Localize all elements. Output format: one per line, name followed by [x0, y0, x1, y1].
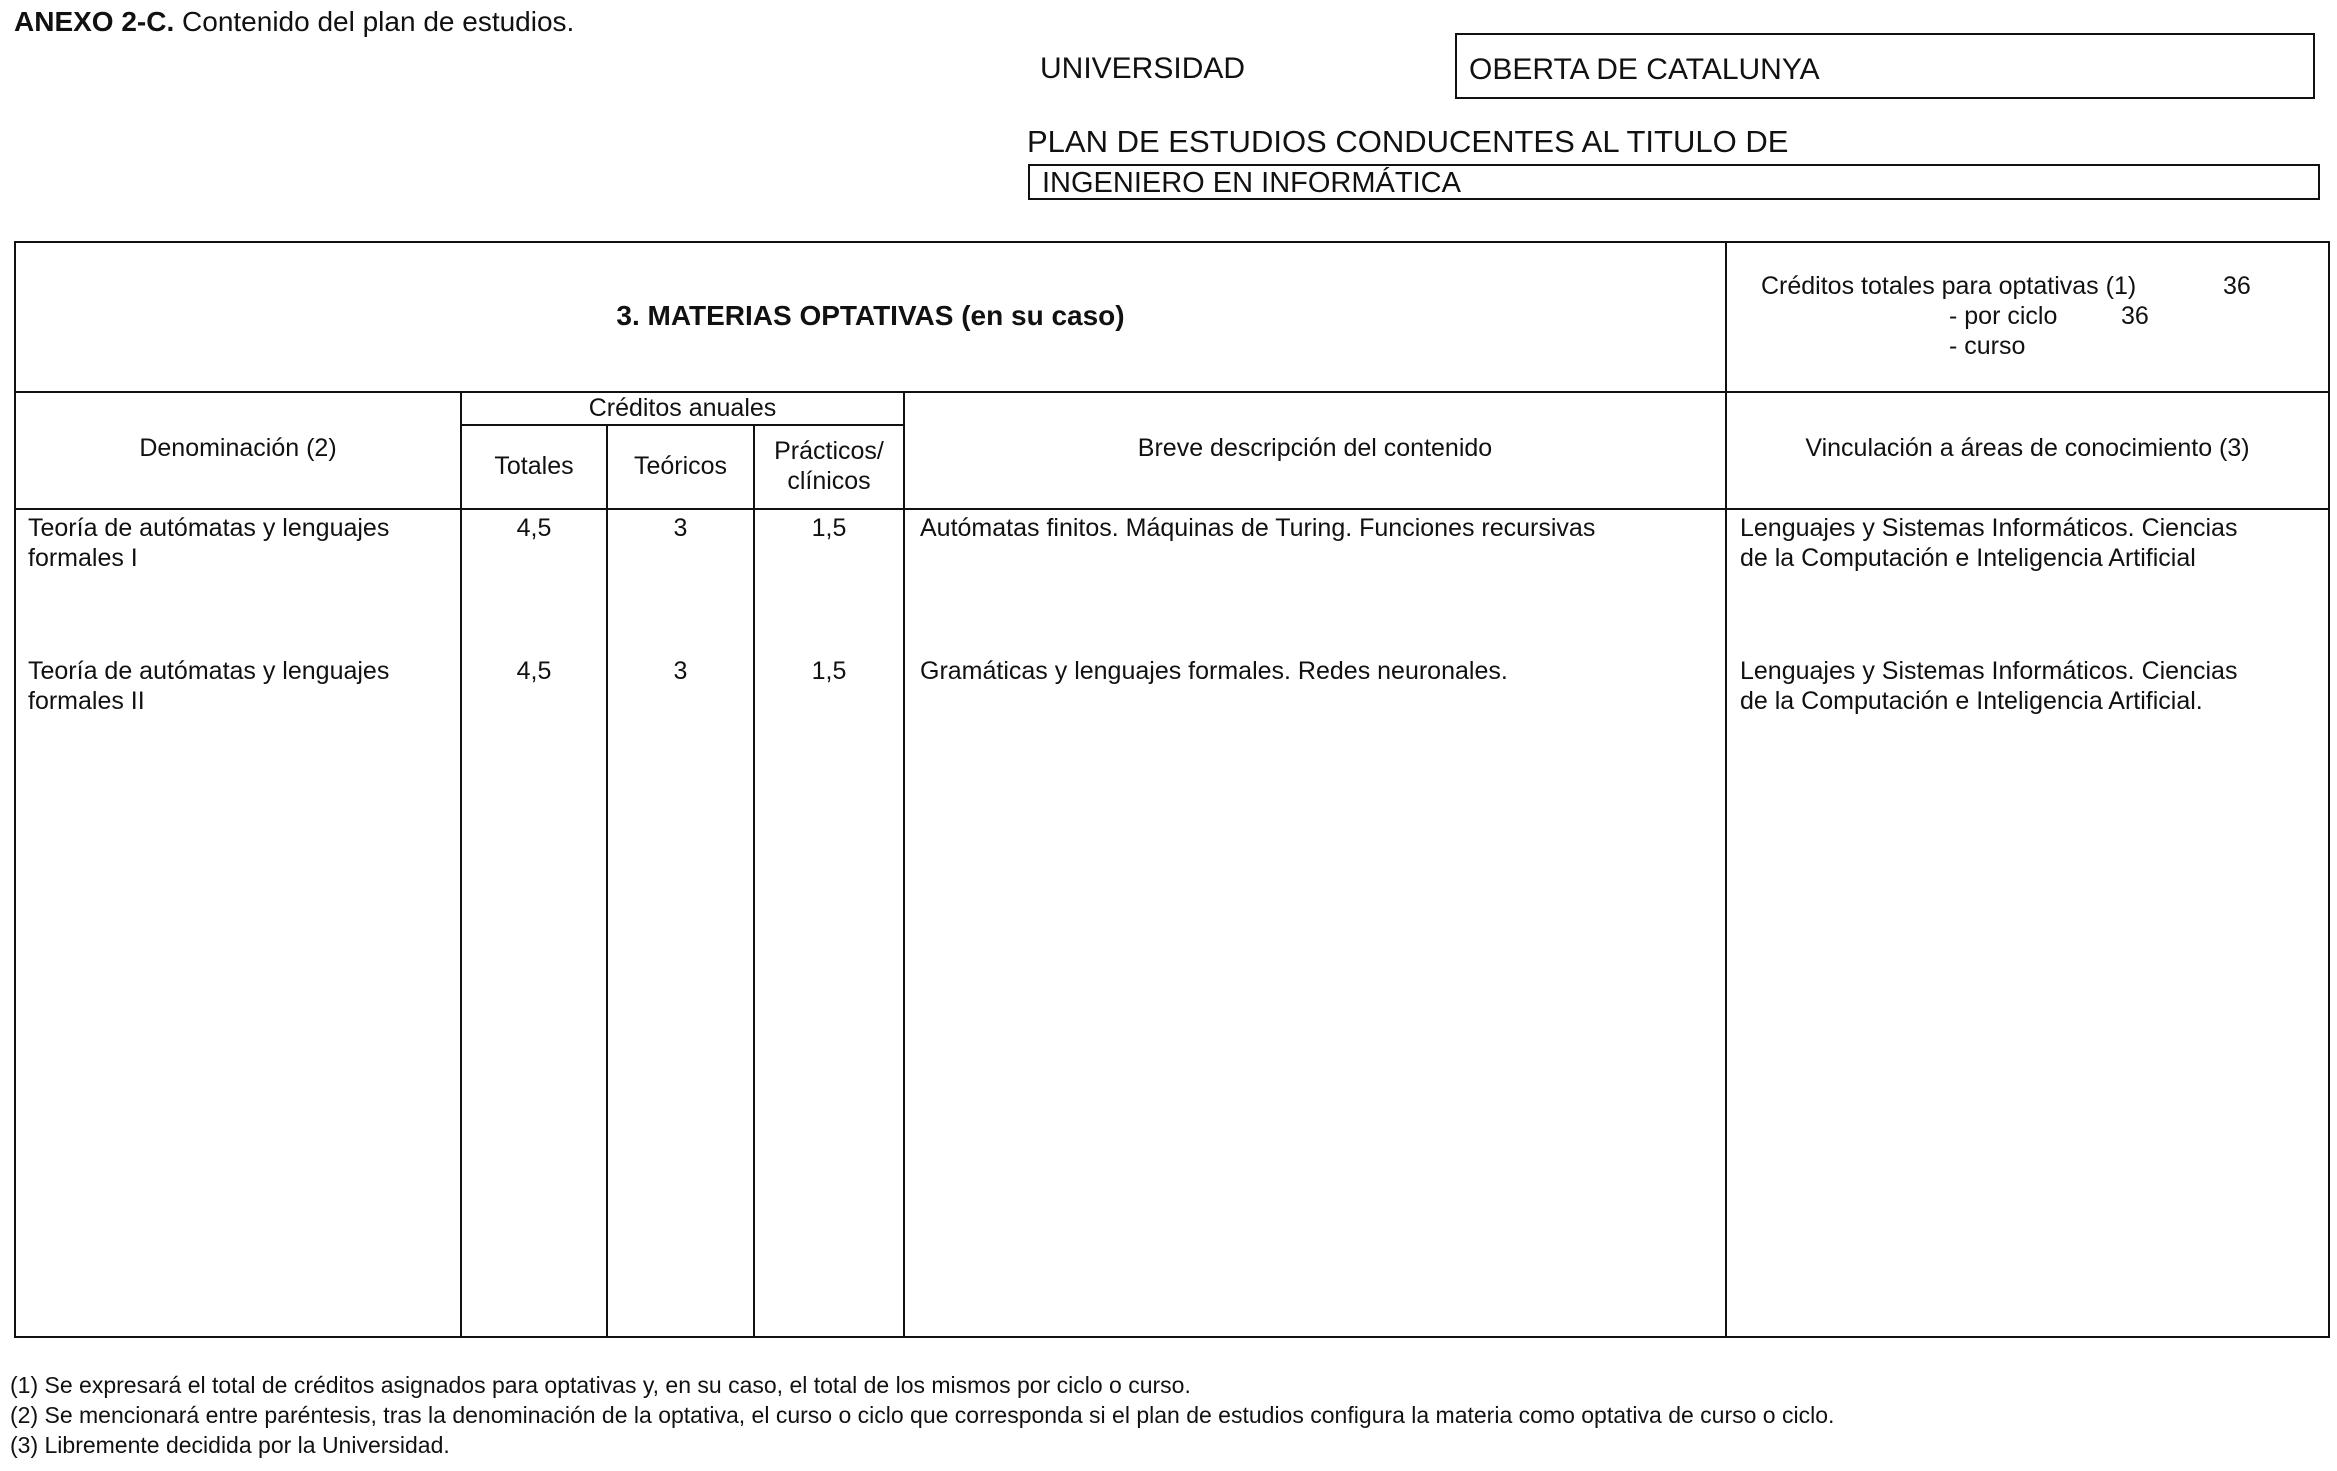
col-practicos-line1: Prácticos/ [774, 437, 884, 465]
credits-total-value: 36 [2223, 272, 2251, 300]
divider [461, 424, 903, 426]
row-1-area [1740, 513, 2326, 573]
row-2-name-line1: Teoría de autómatas y lenguajes [28, 657, 390, 685]
row-2-practicos: 1,5 [811, 657, 847, 685]
row-2-area [1740, 656, 2326, 716]
per-course-label: - curso [1949, 332, 2026, 360]
row-1-teoricos: 3 [673, 514, 688, 542]
col-denominacion: Denominación (2) [139, 434, 337, 462]
section-title: 3. MATERIAS OPTATIVAS (en su caso) [616, 300, 1125, 331]
row-2-descripcion: Gramáticas y lenguajes formales. Redes neuronales. [920, 657, 1508, 685]
university-field [1455, 33, 2315, 99]
col-creditos-anuales: Créditos anuales [588, 394, 777, 422]
col-vinculacion: Vinculación a áreas de conocimiento (3) [1805, 434, 2250, 462]
footnote-1: (1) Se expresará el total de créditos asignados para optativas y, en su caso, el total de los mismos por ciclo o curso. [10, 1372, 1191, 1398]
col-practicos [755, 436, 903, 496]
per-cycle-value: 36 [2121, 302, 2149, 330]
plan-label: PLAN DE ESTUDIOS CONDUCENTES AL TITULO DE [1027, 124, 1789, 159]
credits-total-label: Créditos totales para optativas (1) [1761, 272, 2137, 300]
row-2-area-line1: Lenguajes y Sistemas Informáticos. Ciencias [1740, 657, 2238, 685]
row-2-name [28, 656, 458, 716]
divider [16, 391, 2328, 393]
divider [903, 391, 905, 1336]
row-1-descripcion: Autómatas finitos. Máquinas de Turing. Funciones recursivas [920, 514, 1596, 542]
university-value: OBERTA DE CATALUNYA [1469, 53, 1820, 86]
row-1-practicos: 1,5 [811, 514, 847, 542]
footnote-2: (2) Se mencionará entre paréntesis, tras la denominación de la optativa, el curso o ciclo que corresponda si el plan de estudios configura la materia como optativa de curso o ciclo. [10, 1402, 1835, 1428]
row-1-area-line2: de la Computación e Inteligencia Artificial [1740, 544, 2196, 572]
row-1-totales: 4,5 [516, 514, 552, 542]
row-2-teoricos: 3 [673, 657, 688, 685]
divider [16, 508, 2328, 510]
col-descripcion: Breve descripción del contenido [1137, 434, 1493, 462]
row-1-area-line1: Lenguajes y Sistemas Informáticos. Ciencias [1740, 514, 2238, 542]
row-1-name [28, 513, 458, 573]
row-2-area-line2: de la Computación e Inteligencia Artificial. [1740, 687, 2203, 715]
row-2-totales: 4,5 [516, 657, 552, 685]
col-teoricos: Teóricos [633, 452, 728, 480]
plan-value: INGENIERO EN INFORMÁTICA [1042, 167, 1461, 199]
annex-heading [14, 6, 574, 38]
divider [1725, 243, 1727, 1336]
col-totales: Totales [494, 452, 574, 480]
divider [606, 424, 608, 1336]
plan-field [1028, 164, 2320, 200]
per-cycle-label: - por ciclo [1949, 302, 2058, 330]
divider [753, 424, 755, 1336]
row-1-name-line1: Teoría de autómatas y lenguajes [28, 514, 390, 542]
col-practicos-line2: clínicos [787, 467, 871, 495]
optional-subjects-table [14, 241, 2330, 1338]
annex-label: ANEXO 2-C. [14, 6, 175, 37]
annex-title: Contenido del plan de estudios. [182, 6, 575, 37]
footnote-3: (3) Libremente decidida por la Universidad. [10, 1432, 450, 1458]
university-label: UNIVERSIDAD [1040, 52, 1246, 85]
row-1-name-line2: formales I [28, 544, 138, 572]
row-2-name-line2: formales II [28, 687, 145, 715]
